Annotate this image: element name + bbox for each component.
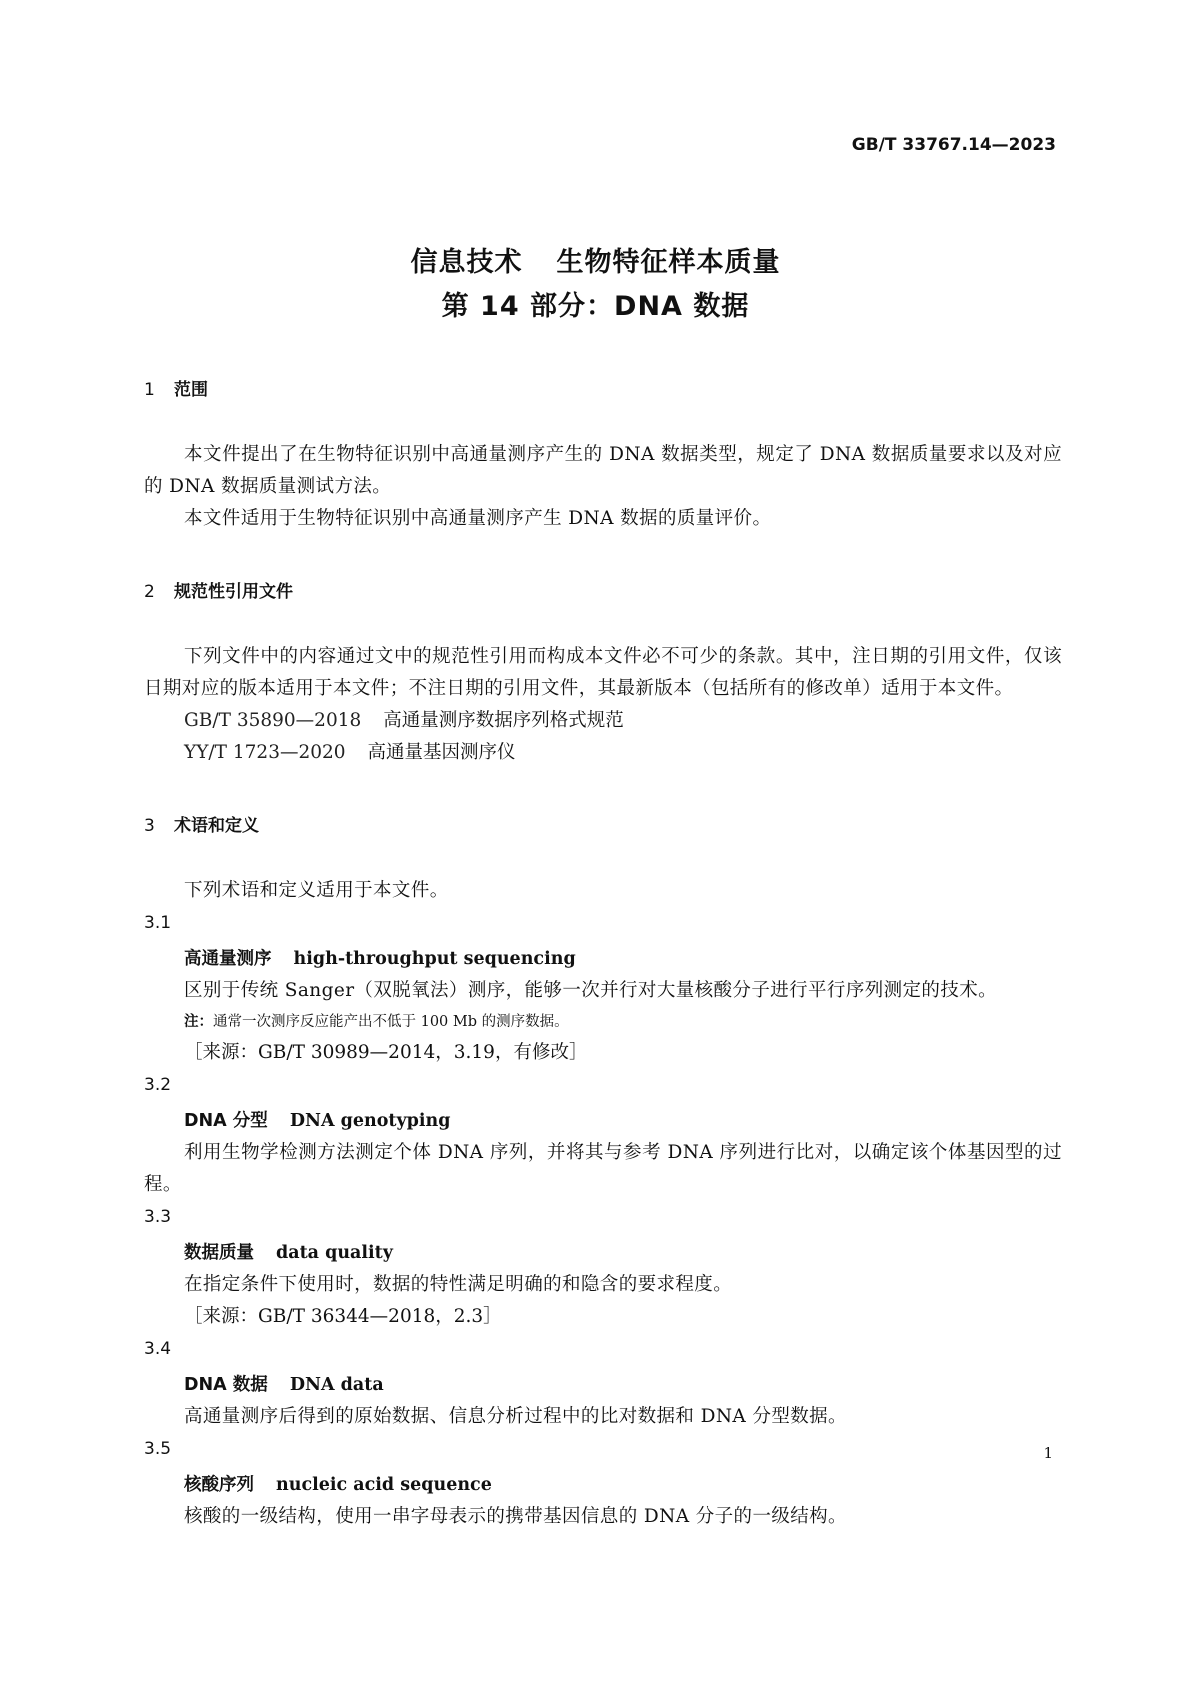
- title-part-2: 生物特征样本质量: [556, 247, 781, 278]
- section-title: 规范性引用文件: [174, 582, 293, 602]
- term-zh: DNA 数据: [184, 1375, 268, 1395]
- title-part-1: 信息技术: [410, 247, 523, 278]
- scope-paragraph-1: 本文件提出了在生物特征识别中高通量测序产生的 DNA 数据类型，规定了 DNA 数据质量要求以及对应的 DNA 数据质量测试方法。: [144, 444, 1062, 497]
- reference-item: [144, 705, 1062, 737]
- term-en: data quality: [276, 1243, 393, 1263]
- section-number: 2: [144, 582, 155, 602]
- term-definition: 利用生物学检测方法测定个体 DNA 序列，并将其与参考 DNA 序列进行比对，以确定该个体基因型的过程。: [144, 1142, 1062, 1195]
- term-source: ［来源：GB/T 36344—2018，2.3］: [184, 1306, 502, 1327]
- term-heading: [144, 1369, 1062, 1401]
- section-title: 术语和定义: [174, 816, 259, 836]
- reference-item: [144, 737, 1062, 769]
- term-heading: [144, 1237, 1062, 1269]
- term-en: nucleic acid sequence: [276, 1475, 492, 1495]
- term-heading: [144, 1469, 1062, 1501]
- standard-code: GB/T 33767.14—2023: [851, 135, 1056, 155]
- document-body: [144, 379, 1062, 1533]
- section-heading-references: [144, 581, 1062, 603]
- term-definition: 高通量测序后得到的原始数据、信息分析过程中的比对数据和 DNA 分型数据。: [184, 1406, 847, 1427]
- references-paragraph: 下列文件中的内容通过文中的规范性引用而构成本文件必不可少的条款。其中，注日期的引用文件，仅该日期对应的版本适用于本文件；不注日期的引用文件，其最新版本（包括所有的修改单）适用于本文件。: [144, 646, 1062, 699]
- note-text: 通常一次测序反应能产出不低于 100 Mb 的测序数据。: [213, 1014, 569, 1030]
- reference-code: YY/T 1723—2020: [184, 742, 346, 763]
- term-number: 3.1: [144, 913, 172, 933]
- section-title: 范围: [174, 380, 208, 400]
- title-line-2: 第 14 部分：DNA 数据: [441, 291, 750, 322]
- term-en: DNA genotyping: [289, 1111, 451, 1131]
- term-zh: 核酸序列: [184, 1475, 254, 1495]
- page-number: 1: [1043, 1444, 1053, 1462]
- term-zh: DNA 分型: [184, 1111, 268, 1131]
- term-zh: 数据质量: [184, 1243, 254, 1263]
- scope-paragraph-2: 本文件适用于生物特征识别中高通量测序产生 DNA 数据的质量评价。: [184, 508, 772, 529]
- term-source: ［来源：GB/T 30989—2014，3.19，有修改］: [184, 1042, 588, 1063]
- reference-title: 高通量测序数据序列格式规范: [383, 710, 624, 731]
- term-zh: 高通量测序: [184, 949, 272, 969]
- term-number: 3.3: [144, 1207, 172, 1227]
- term-number: 3.4: [144, 1339, 172, 1359]
- reference-code: GB/T 35890—2018: [184, 710, 362, 731]
- term-en: high-throughput sequencing: [293, 949, 576, 969]
- title-line-1: [0, 241, 1191, 285]
- section-number: 3: [144, 816, 155, 836]
- term-number: 3.2: [144, 1075, 172, 1095]
- term-definition: 核酸的一级结构，使用一串字母表示的携带基因信息的 DNA 分子的一级结构。: [184, 1506, 847, 1527]
- section-number: 1: [144, 380, 155, 400]
- term-en: DNA data: [289, 1375, 384, 1395]
- term-definition: 区别于传统 Sanger（双脱氧法）测序，能够一次并行对大量核酸分子进行平行序列测定的技术。: [184, 980, 998, 1001]
- section-heading-terms: [144, 815, 1062, 837]
- terms-intro: 下列术语和定义适用于本文件。: [184, 880, 449, 901]
- reference-title: 高通量基因测序仪: [367, 742, 516, 763]
- note-label: 注：: [184, 1014, 213, 1030]
- section-heading-scope: [144, 379, 1062, 401]
- term-heading: [144, 1105, 1062, 1137]
- document-title: [0, 241, 1191, 329]
- term-number: 3.5: [144, 1439, 172, 1459]
- term-definition: 在指定条件下使用时，数据的特性满足明确的和隐含的要求程度。: [184, 1274, 733, 1295]
- term-heading: [144, 943, 1062, 975]
- term-note: [144, 1007, 1062, 1037]
